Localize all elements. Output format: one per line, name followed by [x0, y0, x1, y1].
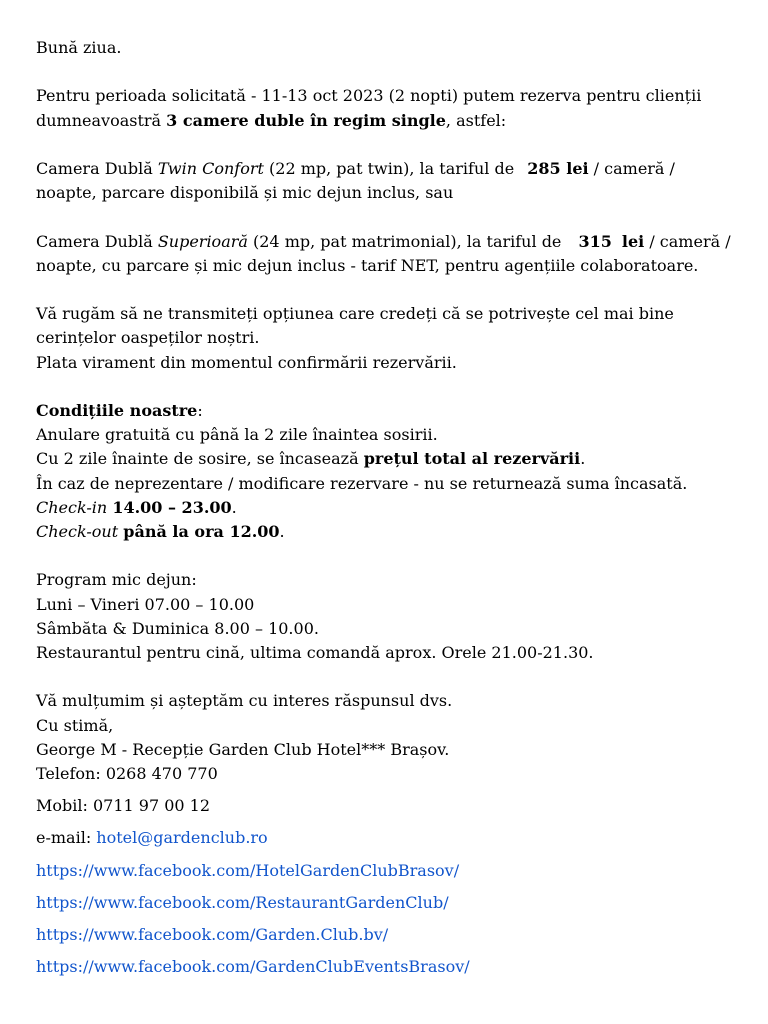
room-details: (22 mp, pat twin), la tariful de [263, 158, 520, 178]
signature-line: George M - Recepție Garden Club Hotel*** Brașov. [36, 739, 450, 759]
room-prefix: Camera Dublă [36, 231, 158, 251]
facebook-restaurant-link[interactable]: https://www.facebook.com/RestaurantGardenClub/ [36, 892, 449, 912]
cancel-policy: Anulare gratuită cu până la 2 zile înaintea sosirii. [36, 425, 438, 445]
email-label: e-mail: [36, 828, 97, 848]
facebook-link-club [36, 923, 736, 947]
email-line [36, 826, 736, 850]
charge-policy [36, 447, 736, 471]
room-superioara [36, 230, 736, 278]
room-name: Superioară [157, 231, 248, 251]
room-price-unit: lei [621, 231, 645, 251]
intro-paragraph [36, 84, 736, 132]
checkout-line: Check-out până la ora 12.00. [36, 521, 285, 541]
checkout-label: Check-out [36, 521, 119, 541]
room-suffix: / cameră / noapte, parcare disponibilă și mic dejun inclus, sau [36, 158, 675, 203]
phone-line: Telefon: 0268 470 770 [36, 763, 218, 783]
facebook-club-link[interactable]: https://www.facebook.com/Garden.Club.bv/ [36, 925, 389, 944]
conditions-heading: Condițiile noastre [36, 400, 198, 420]
charge-bold: prețul total al rezervării [363, 449, 581, 469]
facebook-events-link[interactable]: https://www.facebook.com/GardenClubEventsBrasov/ [36, 957, 470, 977]
restaurant-hours: Restaurantul pentru cină, ultima comandă aprox. Orele 21.00-21.30. [36, 642, 594, 662]
room-twin-confort [36, 157, 736, 205]
facebook-link-hotel [36, 859, 736, 883]
payment-line: Plata virament din momentul confirmării rezervării. [36, 352, 457, 372]
facebook-hotel-link[interactable]: https://www.facebook.com/HotelGardenClubBrasov/ [36, 860, 460, 880]
intro-text: Pentru perioada solicitată - 11-13 oct 2023 (2 nopti) putem rezerva pentru clienții dumneavoastră [36, 86, 702, 130]
regards-line: Cu stimă, [36, 715, 114, 735]
charge-text: Cu 2 zile înainte de sosire, se încasează [36, 449, 364, 469]
checkin-line: Check-in 14.00 – 23.00. [36, 497, 237, 517]
room-details: (24 mp, pat matrimonial), la tariful de [247, 231, 567, 251]
request-paragraph: Vă rugăm să ne transmiteți opțiunea care credeți că se potrivește cel mai bine cerințelor oaspeților noștri. [36, 304, 674, 348]
conditions-colon: : [197, 400, 203, 420]
room-price: 285 lei [527, 158, 589, 178]
breakfast-weekend: Sâmbăta & Duminica 8.00 – 10.00. [36, 618, 319, 638]
breakfast-title: Program mic dejun: [36, 570, 197, 590]
facebook-link-events [36, 955, 736, 979]
room-price: 315 [578, 231, 612, 251]
intro-text-end: , astfel: [445, 110, 507, 130]
mobile-line: Mobil: 0711 97 00 12 [36, 796, 211, 816]
facebook-link-restaurant [36, 891, 736, 915]
checkout-value: până la ora 12.00 [123, 521, 280, 541]
breakfast-weekdays: Luni – Vineri 07.00 – 10.00 [36, 594, 255, 614]
intro-rooms-bold: 3 camere duble în regim single [166, 110, 446, 130]
room-suffix: / cameră / noapte, cu parcare și mic dejun inclus - tarif NET, pentru agențiile colaboratoare. [36, 231, 731, 275]
greeting: Bună ziua. [36, 38, 122, 57]
conditions-title [36, 399, 736, 423]
email-link[interactable]: hotel@gardenclub.ro [96, 828, 268, 848]
noshow-policy: În caz de neprezentare / modificare rezervare - nu se returnează suma încasată. [36, 473, 688, 493]
charge-period: . [580, 449, 586, 469]
room-name: Twin Confort [157, 158, 264, 178]
checkin-value: 14.00 – 23.00 [112, 497, 232, 517]
checkin-label: Check-in [36, 497, 108, 517]
room-prefix: Camera Dublă [36, 158, 158, 178]
thanks-line: Vă mulțumim și așteptăm cu interes răspunsul dvs. [36, 691, 453, 711]
